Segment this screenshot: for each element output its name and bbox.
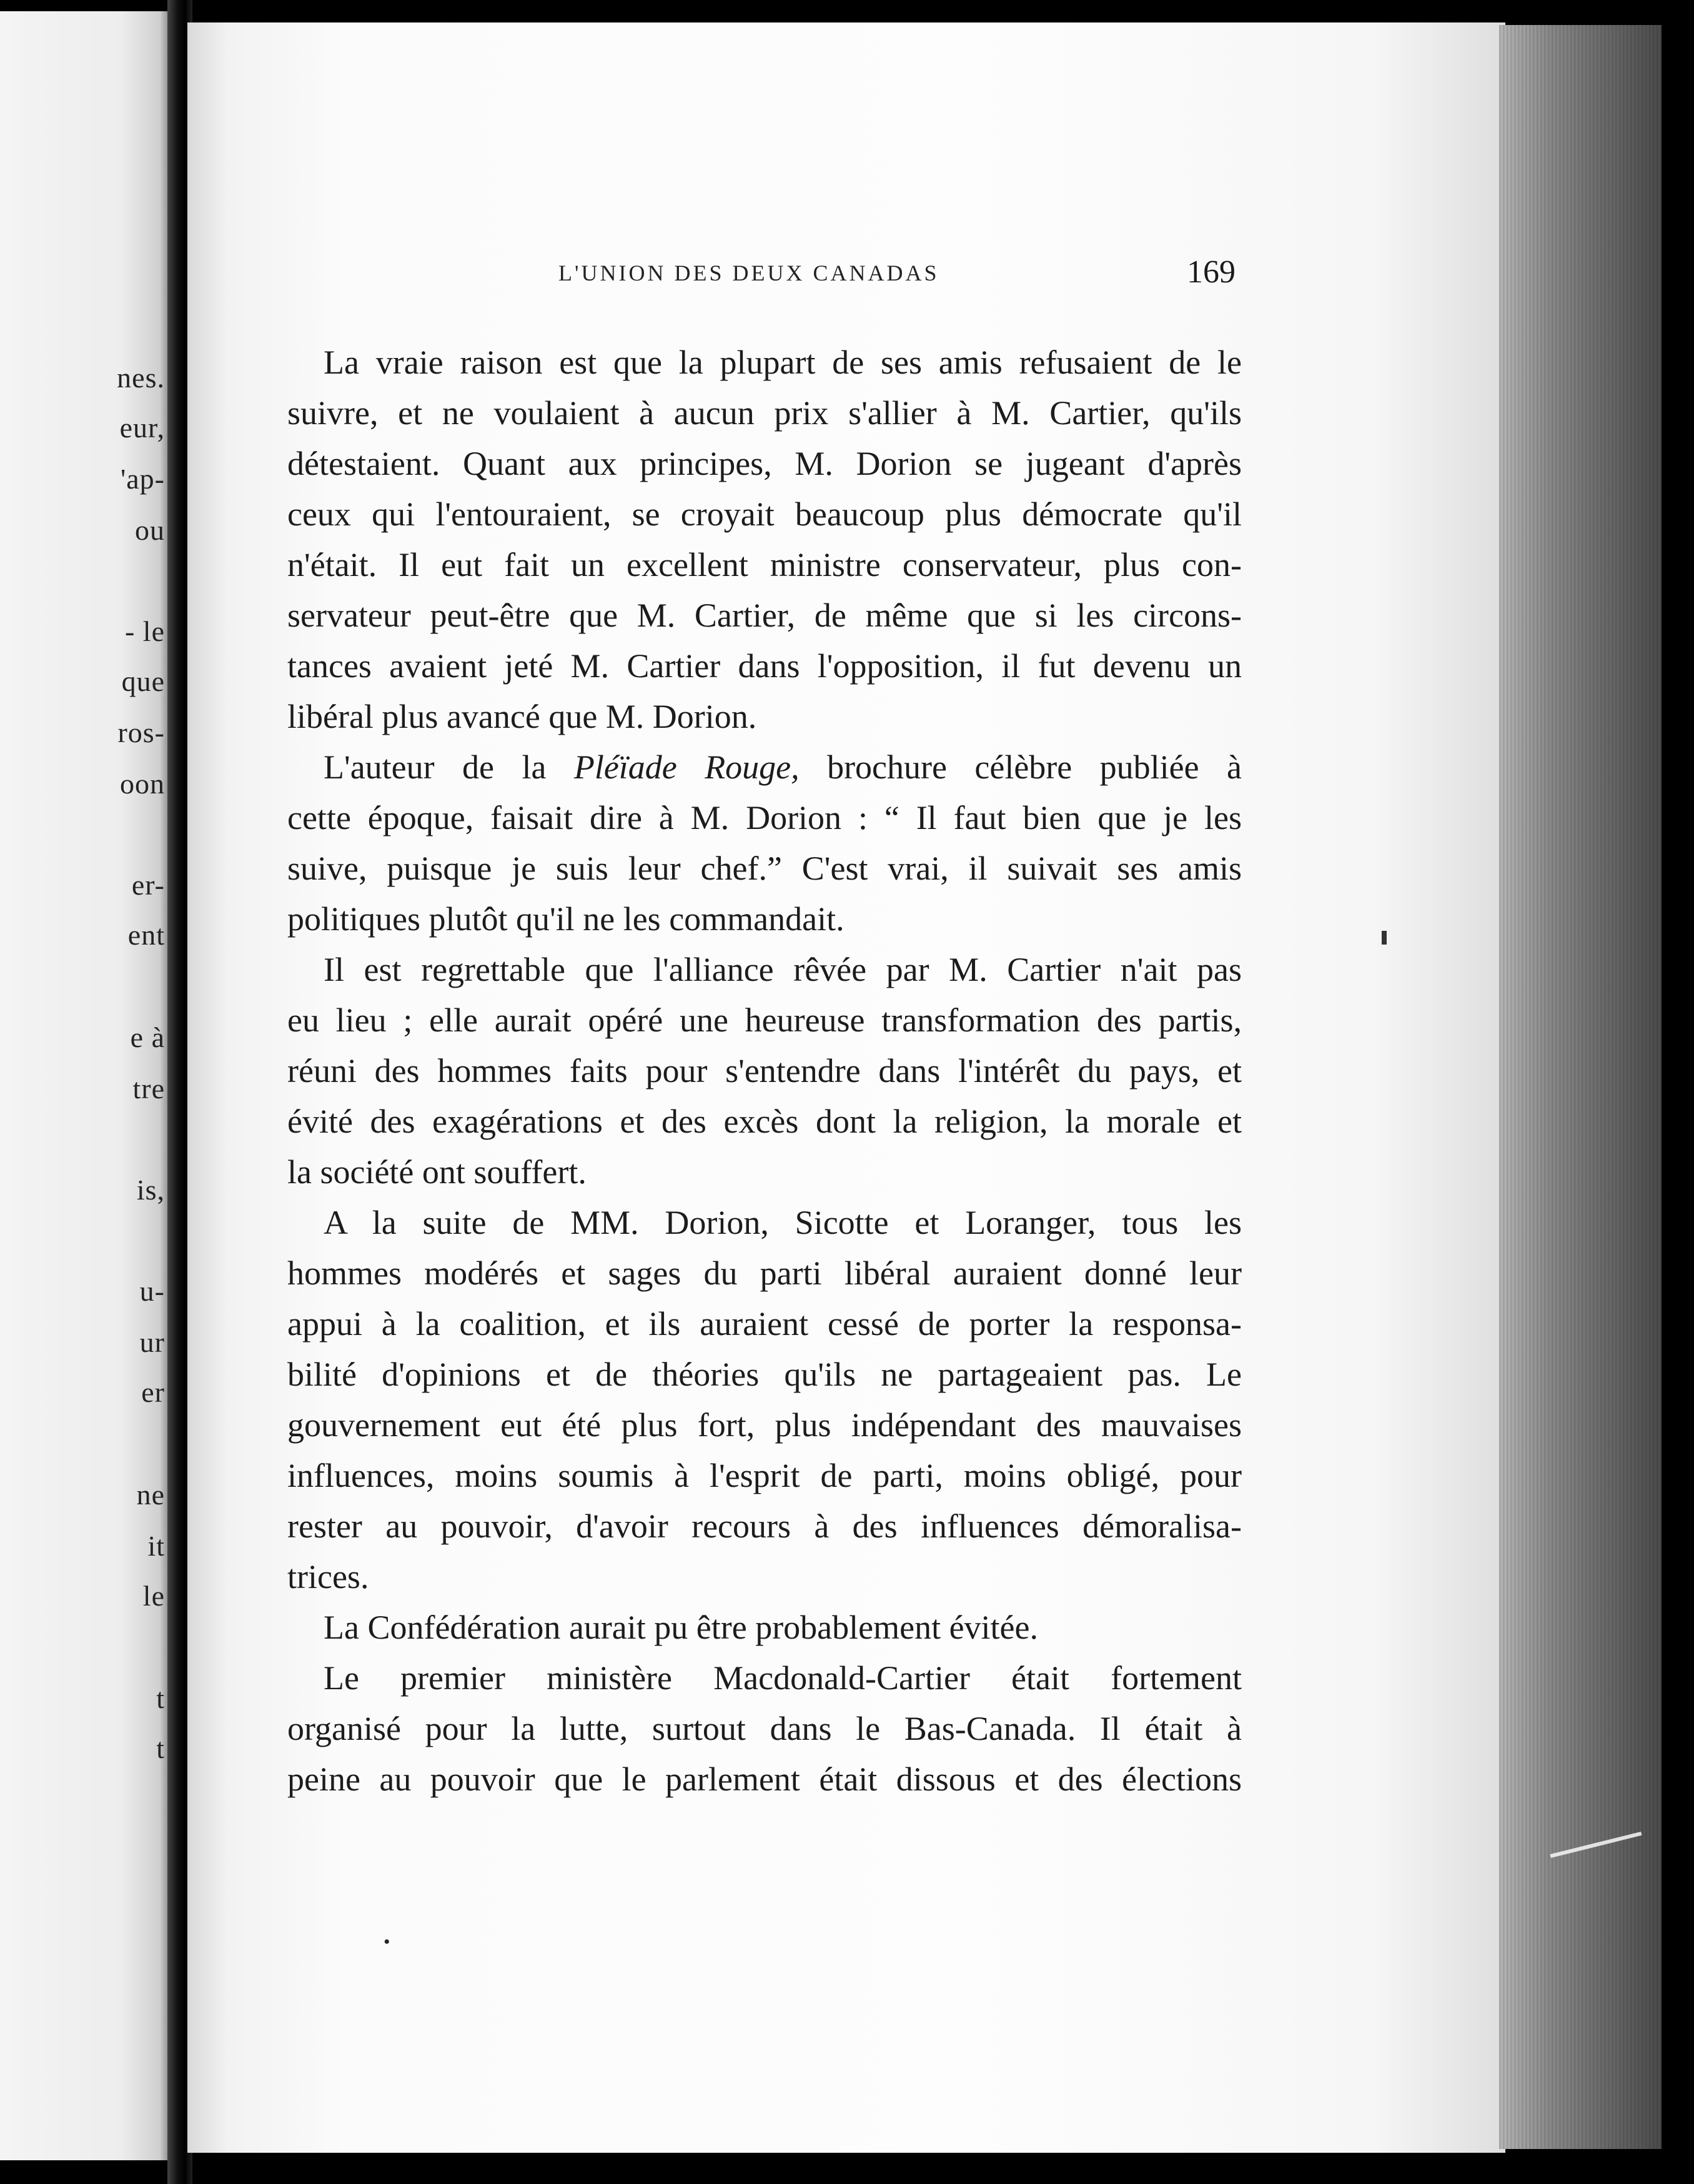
text-line: La Confédération aurait pu être probablement évitée. <box>324 1609 1038 1646</box>
page-number: 169 <box>1187 254 1236 290</box>
left-page-fragment: t <box>156 1732 165 1764</box>
text-line: peine au pouvoir que le parlement était dissous et des élections <box>287 1760 1242 1798</box>
text-line: eu lieu ; elle aurait opéré une heureuse transformation des partis, <box>287 1001 1242 1039</box>
text-line: tances avaient jeté M. Cartier dans l'opposition, il fut devenu un <box>287 647 1242 685</box>
page-header <box>187 254 1505 297</box>
text-line: détestaient. Quant aux principes, M. Dorion se jugeant d'après <box>287 445 1242 482</box>
text-line: cette époque, faisait dire à M. Dorion : “ Il faut bien que je les <box>287 799 1242 836</box>
previous-page-edge <box>0 11 174 2160</box>
text-run: L'auteur de la <box>324 748 574 786</box>
left-page-fragment: le <box>142 1580 165 1612</box>
page-stack-edge <box>1499 25 1662 2149</box>
text-line: La vraie raison est que la plupart de ses amis refusaient de le <box>324 344 1242 381</box>
left-page-fragment: e à <box>130 1021 165 1053</box>
left-page-fragment: que <box>121 665 165 697</box>
left-page-fragment: - le <box>124 615 165 647</box>
left-page-fragment: it <box>147 1530 165 1562</box>
left-page-fragment: is, <box>136 1174 165 1206</box>
left-page-fragment: ou <box>135 514 165 546</box>
text-line: A la suite de MM. Dorion, Sicotte et Loranger, tous les <box>324 1204 1242 1241</box>
text-line: hommes modérés et sages du parti libéral auraient donné leur <box>287 1254 1242 1292</box>
ink-mark: • <box>384 1932 390 1952</box>
text-line: appui à la coalition, et ils auraient cessé de porter la responsa- <box>287 1305 1242 1343</box>
text-line: servateur peut-être que M. Cartier, de même que si les circons- <box>287 597 1242 634</box>
left-page-fragment: er <box>141 1376 165 1408</box>
text-line: influences, moins soumis à l'esprit de parti, moins obligé, pour <box>287 1457 1242 1494</box>
italic-title: Pléïade Rouge, <box>573 748 800 786</box>
left-page-fragment: ur <box>139 1326 165 1358</box>
text-line: organisé pour la lutte, surtout dans le Bas-Canada. Il était à <box>287 1710 1242 1747</box>
left-page-fragment: ne <box>136 1479 165 1511</box>
left-page-fragment: er- <box>131 869 165 901</box>
left-page-fragment: ent <box>127 919 165 951</box>
text-line: évité des exagérations et des excès dont la religion, la morale et <box>287 1103 1242 1140</box>
margin-speck <box>1382 931 1387 945</box>
text-line: trices. <box>287 1558 369 1596</box>
text-line: rester au pouvoir, d'avoir recours à des influences démoralisa- <box>287 1507 1242 1545</box>
text-line: suive, puisque je suis leur chef.” C'est vrai, il suivait ses amis <box>287 850 1242 887</box>
left-page-fragment: u- <box>139 1275 165 1307</box>
left-page-fragment: t <box>156 1682 165 1714</box>
text-line: Le premier ministère Macdonald-Cartier était fortement <box>324 1659 1242 1697</box>
text-line: Il est regrettable que l'alliance rêvée par M. Cartier n'ait pas <box>324 951 1242 988</box>
text-line: politiques plutôt qu'il ne les commandait. <box>287 900 845 938</box>
left-page-fragment: ros- <box>117 717 165 748</box>
text-line: libéral plus avancé que M. Dorion. <box>287 698 757 735</box>
left-page-fragment: eur, <box>119 412 165 444</box>
text-line: ceux qui l'entouraient, se croyait beaucoup plus démocrate qu'il <box>287 495 1242 533</box>
text-line-with-title <box>287 742 1242 793</box>
text-line: réuni des hommes faits pour s'entendre dans l'intérêt du pays, et <box>287 1052 1242 1090</box>
page-body <box>287 337 1242 1805</box>
left-page-fragment: 'ap- <box>120 463 165 495</box>
text-line: n'était. Il eut fait un excellent ministre conservateur, plus con- <box>287 546 1242 583</box>
left-page-fragment: tre <box>132 1073 165 1104</box>
text-run: brochure célèbre publiée à <box>799 748 1242 786</box>
text-line: gouvernement eut été plus fort, plus indépendant des mauvaises <box>287 1406 1242 1444</box>
left-page-fragment: oon <box>120 768 165 800</box>
running-head: L'UNION DES DEUX CANADAS <box>558 261 939 285</box>
text-line: suivre, et ne voulaient à aucun prix s'allier à M. Cartier, qu'ils <box>287 394 1242 432</box>
text-line: bilité d'opinions et de théories qu'ils ne partageaient pas. Le <box>287 1356 1242 1393</box>
left-page-fragment: nes. <box>117 362 165 394</box>
text-line: la société ont souffert. <box>287 1153 587 1191</box>
